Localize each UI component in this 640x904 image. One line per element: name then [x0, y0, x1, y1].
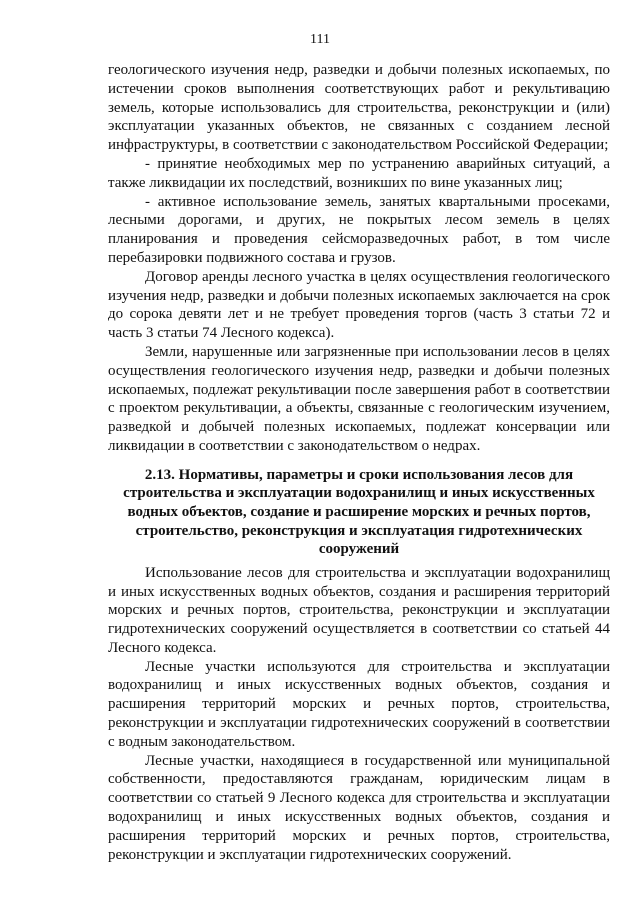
page-number: 111	[310, 32, 330, 47]
paragraph: Лесные участки, находящиеся в государственной или муниципальной собственности, предоставляются гражданам, юридическим лицам в соответствии со статьей 9 Лесного кодекса для строительства и эксплуатации водохранилищ и иных искусственных водных объектов, создания и расширения территорий морских и речных портов, строительства, реконструкции и эксплуатации гидротехнических сооружений.	[108, 752, 610, 863]
list-item-paragraph: - активное использование земель, занятых квартальными просеками, лесными дорогами, и других, не покрытых лесом земель в целях планирования и проведения сейсморазведочных работ, в том числе перебазировки подвижного состава и грузов.	[108, 193, 610, 266]
list-item-paragraph: - принятие необходимых мер по устранению аварийных ситуаций, а также ликвидации их последствий, возникших по вине указанных лиц;	[108, 155, 610, 191]
document-body	[108, 61, 610, 864]
paragraph: Использование лесов для строительства и эксплуатации водохранилищ и иных искусственных водных объектов, создания и расширения территорий морских и речных портов, строительства, реконструкции и эксплуатации гидротехнических сооружений осуществляется в соответствии со статьей 44 Лесного кодекса.	[108, 564, 610, 656]
paragraph: Земли, нарушенные или загрязненные при использовании лесов в целях осуществления геологического изучения недр, разведки и добычи полезных ископаемых, подлежат рекультивации после завершения работ в соответствии с проектом рекультивации, а объекты, связанные с геологическим изучением, разведкой и добычей полезных ископаемых, подлежат консервации или ликвидации в соответствии с законодательством о недрах.	[108, 343, 610, 454]
paragraph: Договор аренды лесного участка в целях осуществления геологического изучения недр, разведки и добычи полезных ископаемых заключается на срок до сорока девяти лет и не требует проведения торгов (часть 3 статьи 72 и часть 3 статьи 74 Лесного кодекса).	[108, 268, 610, 342]
section-heading: 2.13. Нормативы, параметры и сроки использования лесов для строительства и эксплуатации водохранилищ и иных искусственных водных объектов, создание и расширение морских и речных портов, строительство, реконструкция и эксплуатация гидротехнических сооружений	[123, 466, 595, 558]
paragraph: Лесные участки используются для строительства и эксплуатации водохранилищ и иных искусственных водных объектов, создания и расширения территорий морских и речных портов, строительства, реконструкции и эксплуатации гидротехнических сооружений в соответствии с водным законодательством.	[108, 658, 610, 750]
paragraph: геологического изучения недр, разведки и добычи полезных ископаемых, по истечении сроков выполнения соответствующих работ и рекультивацию земель, которые использовались для строительства, реконструкции и (или) эксплуатации указанных объектов, не связанных с созданием лесной инфраструктуры, в соответствии с законодательством Российской Федерации;	[108, 62, 610, 154]
